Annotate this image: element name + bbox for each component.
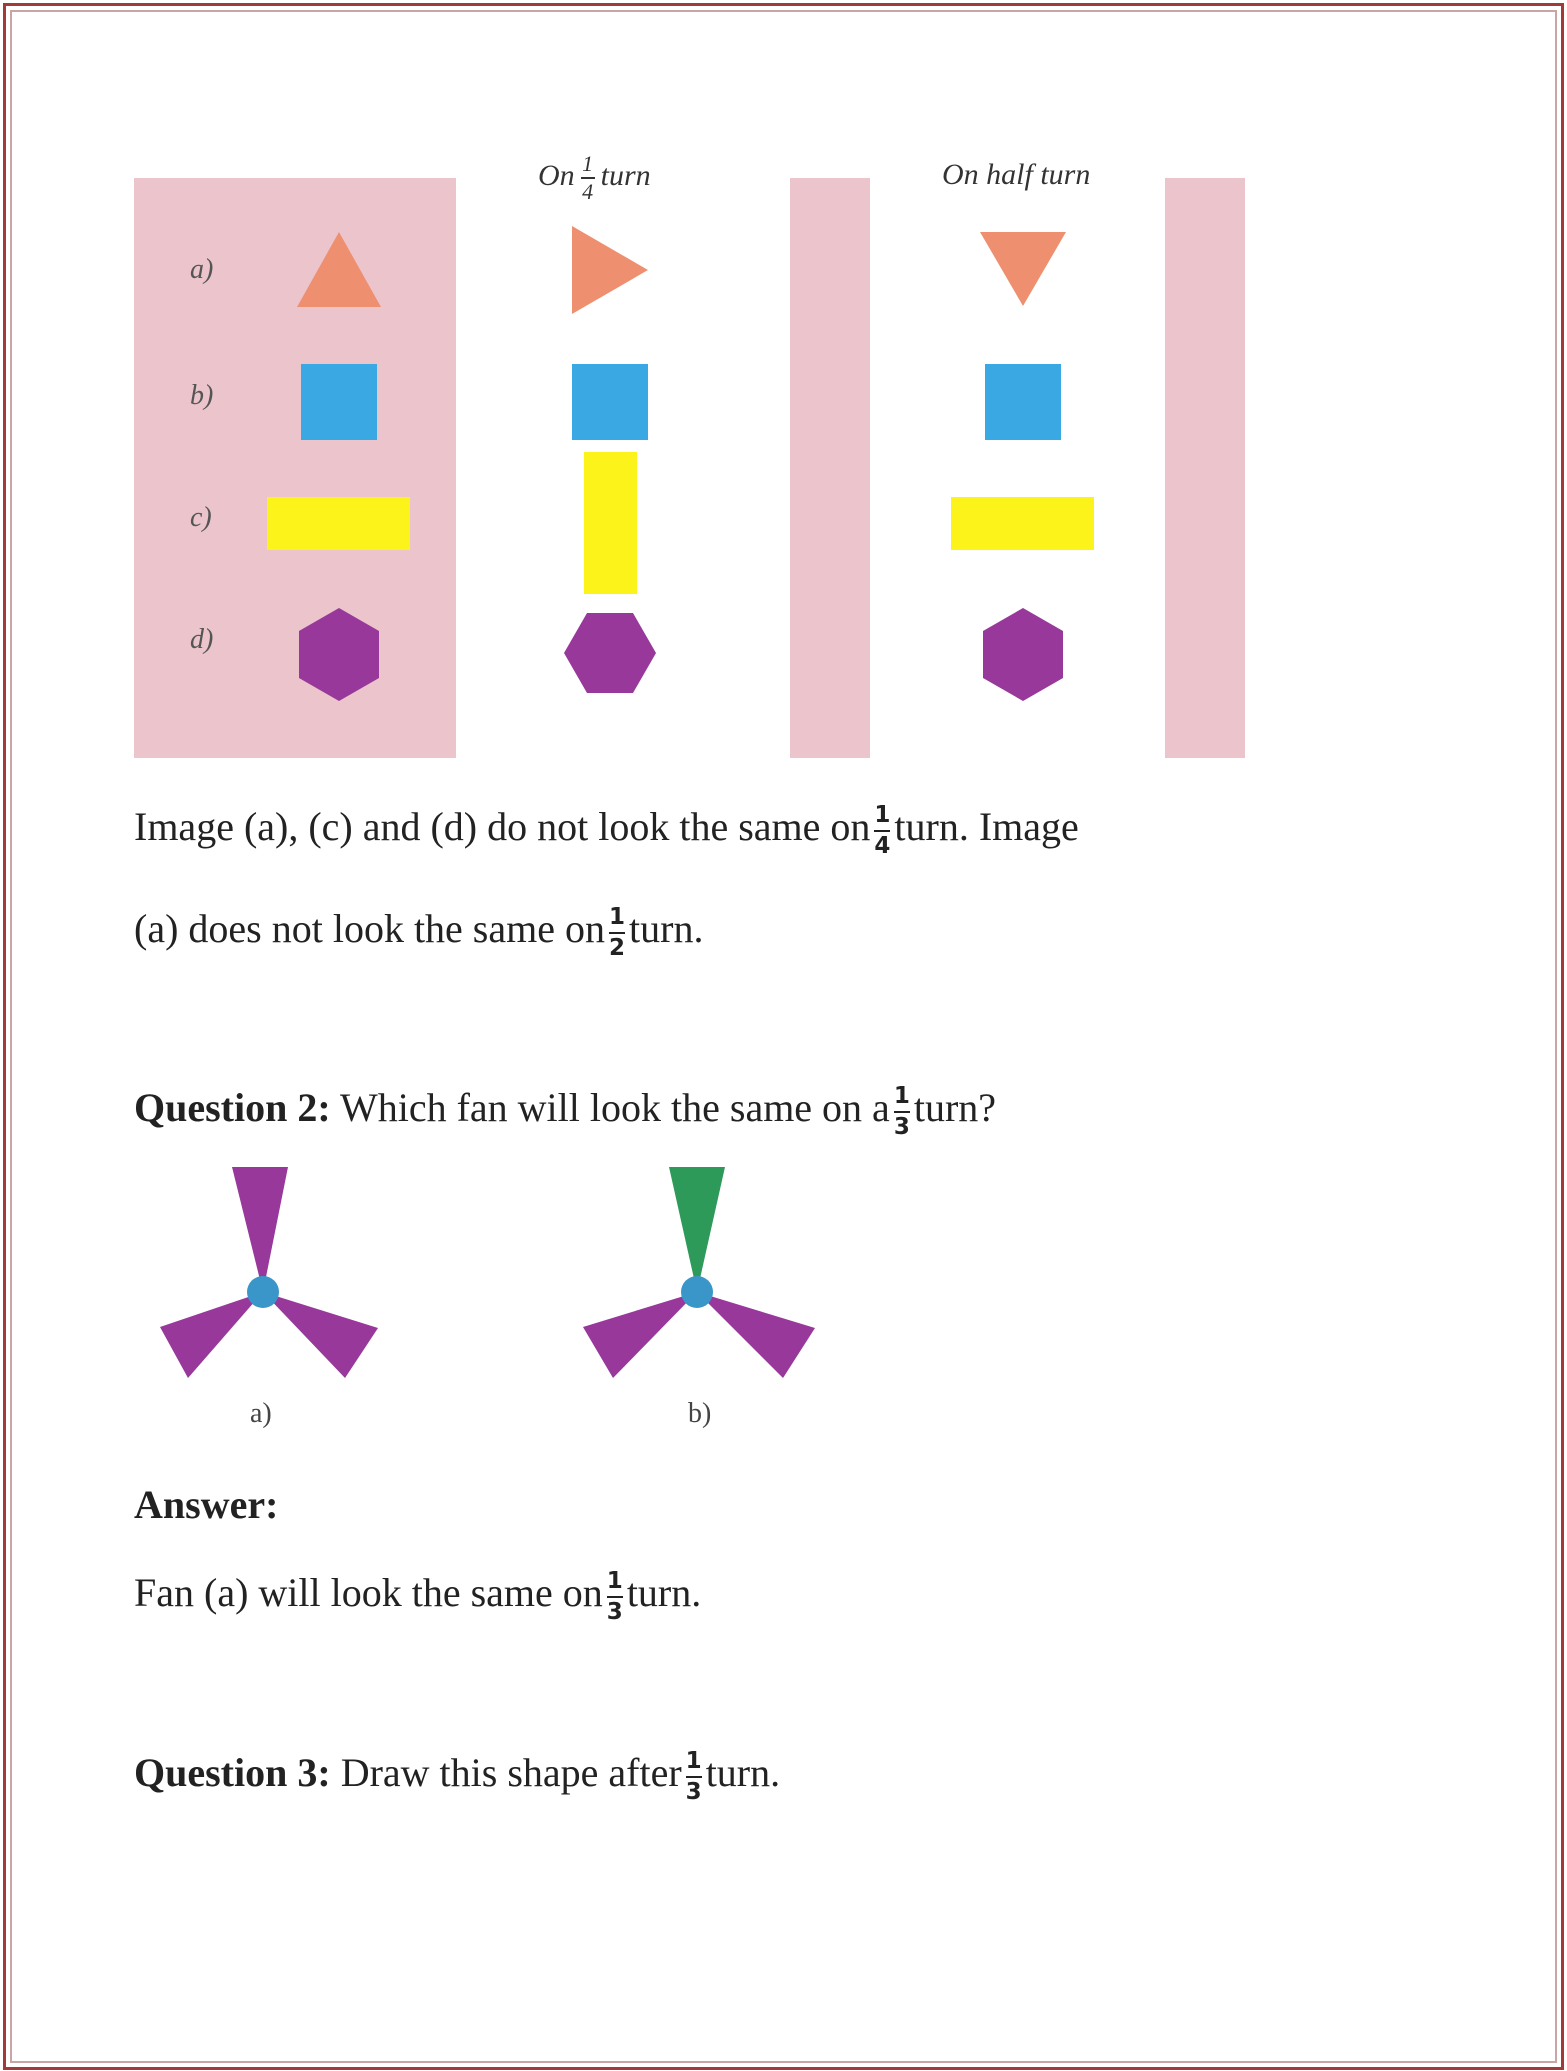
fraction-one-third-q3: $\frac{1}{3}$ <box>685 1748 702 1805</box>
answer2-heading: Answer: <box>134 1482 279 1527</box>
hexagon-half-turn <box>983 608 1063 701</box>
question2-label: Question 2: <box>134 1085 331 1131</box>
triangle-half-turn <box>980 232 1066 306</box>
fraction-one-half-inline: $\frac{1}{2}$ <box>609 904 626 961</box>
fan-a <box>130 1160 390 1390</box>
square-half-turn <box>985 364 1061 440</box>
row-label-a: a) <box>190 254 214 285</box>
rectangle-half-turn <box>951 497 1094 550</box>
triangle-original <box>297 232 381 307</box>
square-quarter-turn <box>572 364 648 440</box>
column-header-quarter-turn: On $\frac{1}{4}$ turn <box>538 151 651 204</box>
row-label-b: b) <box>190 380 214 411</box>
fraction-one-third-q2: $\frac{1}{3}$ <box>893 1083 910 1140</box>
fan-b-label: b) <box>688 1398 712 1429</box>
fan-b-hub <box>681 1276 713 1308</box>
hexagon-quarter-turn <box>564 613 656 693</box>
answer1-line2: (a) does not look the same on $\frac{1}{2}$ turn. <box>134 904 704 961</box>
answer1-line1: Image (a), (c) and (d) do not look the same on $\frac{1}{4}$ turn. Image <box>134 802 1079 859</box>
fan-b-blade-right <box>697 1292 815 1378</box>
fan-b-blade-left <box>583 1292 697 1378</box>
rectangle-quarter-turn <box>584 452 637 594</box>
fan-a-blade-left <box>160 1292 263 1378</box>
fraction-one-quarter-inline: $\frac{1}{4}$ <box>874 802 891 859</box>
row-label-d: d) <box>190 624 214 655</box>
hexagon-original <box>299 608 379 701</box>
question3: Question 3: Draw this shape after $\frac{1}{3}$ turn. <box>134 1748 781 1805</box>
fan-b-blade-top-green <box>669 1167 725 1292</box>
fraction-one-third-answer2: $\frac{1}{3}$ <box>606 1568 623 1625</box>
question2: Question 2: Which fan will look the same on a $\frac{1}{3}$ turn? <box>134 1083 997 1140</box>
triangle-quarter-turn <box>572 226 648 314</box>
column-header-half-turn: On half turn <box>942 158 1091 191</box>
rectangle-original <box>267 497 410 550</box>
fan-a-label: a) <box>250 1398 272 1429</box>
fan-a-blade-top <box>232 1167 288 1292</box>
shapes-canvas <box>0 0 1300 780</box>
question3-label: Question 3: <box>134 1750 331 1796</box>
row-label-c: c) <box>190 502 212 533</box>
answer2-text: Fan (a) will look the same on $\frac{1}{3}$ turn. <box>134 1568 702 1625</box>
fan-a-hub <box>247 1276 279 1308</box>
fraction-one-quarter: $\frac{1}{4}$ <box>582 151 594 204</box>
fan-b <box>567 1160 827 1390</box>
square-original <box>301 364 377 440</box>
fan-a-blade-right <box>263 1292 378 1378</box>
